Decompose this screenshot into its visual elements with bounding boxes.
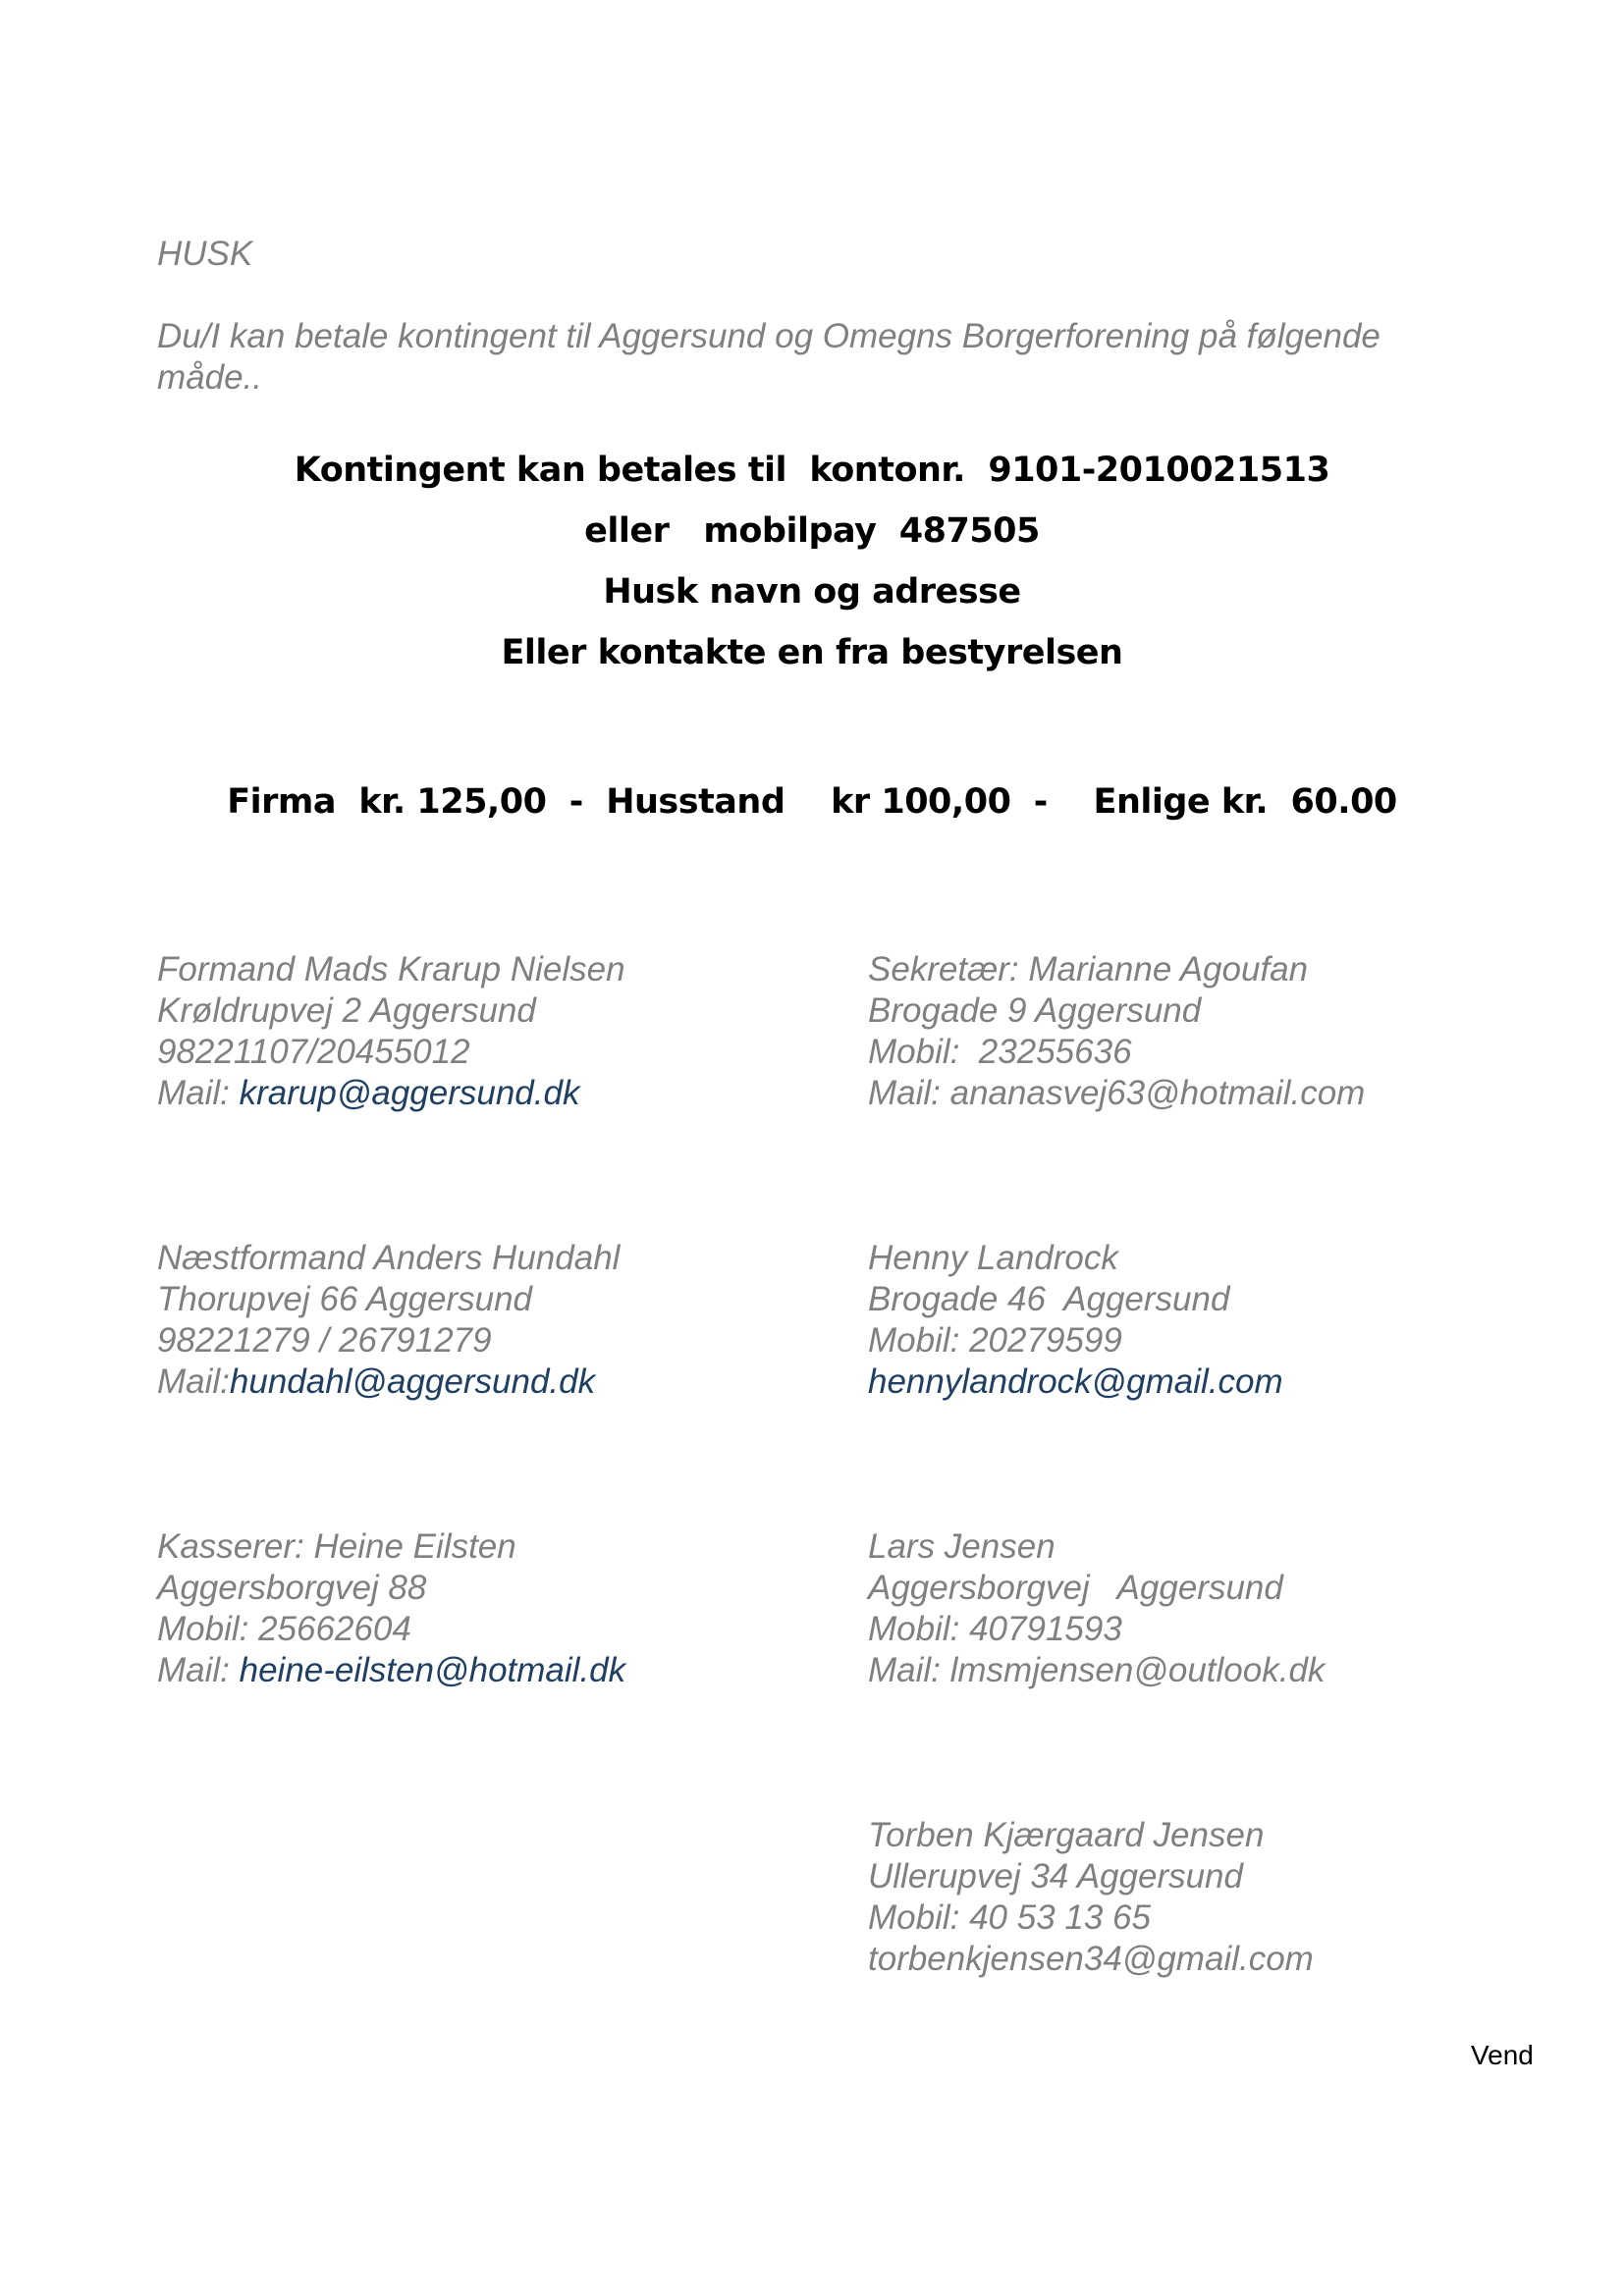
payment-line-contact: Eller kontakte en fra bestyrelsen xyxy=(501,633,1123,672)
contact-title: Henny Landrock xyxy=(868,1239,1118,1277)
contact-address: Brogade 9 Aggersund xyxy=(868,991,1202,1030)
contact-mail-text: torbenkjensen34@gmail.com xyxy=(868,1940,1314,1978)
contact-sekretaer xyxy=(868,949,1575,1114)
contacts-left-column xyxy=(157,949,844,1815)
contact-kasserer xyxy=(157,1526,844,1691)
turn-page-note: Vend xyxy=(1471,2040,1534,2070)
mail-prefix: Mail: xyxy=(157,1651,240,1689)
contact-address: Ullerupvej 34 Aggersund xyxy=(868,1857,1243,1896)
email-link[interactable]: krarup@aggersund.dk xyxy=(239,1074,580,1112)
contact-formand xyxy=(157,949,844,1114)
contact-address: Aggersborgvej Aggersund xyxy=(868,1569,1283,1607)
contact-torben-jensen xyxy=(868,1815,1575,1980)
email-link[interactable]: heine-eilsten@hotmail.dk xyxy=(239,1651,626,1689)
contact-phone: 98221279 / 26791279 xyxy=(157,1321,492,1360)
contact-phone: Mobil: 25662604 xyxy=(157,1610,411,1648)
contact-mail-text: Mail: ananasvej63@hotmail.com xyxy=(868,1074,1366,1112)
contact-address: Aggersborgvej 88 xyxy=(157,1569,427,1607)
payment-line-mobilpay: eller mobilpay 487505 xyxy=(584,511,1040,551)
contact-mail-text: Mail: lmsmjensen@outlook.dk xyxy=(868,1651,1326,1689)
price-line: Firma kr. 125,00 - Husstand kr 100,00 - Enlige kr. 60.00 xyxy=(227,782,1397,822)
contact-address: Brogade 46 Aggersund xyxy=(868,1280,1230,1318)
contact-mail-row xyxy=(157,1650,844,1691)
contact-henny-landrock xyxy=(868,1238,1575,1403)
contact-naestformand xyxy=(157,1238,844,1403)
contact-phone: Mobil: 20279599 xyxy=(868,1321,1122,1360)
email-link[interactable]: hundahl@aggersund.dk xyxy=(229,1362,596,1401)
payment-line-reminder: Husk navn og adresse xyxy=(603,572,1021,612)
contact-title: Torben Kjærgaard Jensen xyxy=(868,1816,1265,1854)
contact-mail-row xyxy=(157,1073,844,1114)
payment-info-block xyxy=(0,440,1624,683)
contact-title: Sekretær: Marianne Agoufan xyxy=(868,950,1309,988)
page-heading: HUSK xyxy=(157,235,253,273)
price-list xyxy=(0,772,1624,832)
contact-phone: Mobil: 40791593 xyxy=(868,1610,1122,1648)
contact-title: Lars Jensen xyxy=(868,1527,1056,1566)
email-link[interactable]: hennylandrock@gmail.com xyxy=(868,1362,1283,1401)
intro-paragraph: Du/I kan betale kontingent til Aggersund og Omegns Borgerforening på følgende måde.. xyxy=(157,317,1380,397)
contact-title: Kasserer: Heine Eilsten xyxy=(157,1527,516,1566)
payment-line-account: Kontingent kan betales til kontonr. 9101-2010021513 xyxy=(294,451,1330,490)
contact-lars-jensen xyxy=(868,1526,1575,1691)
contacts-right-column xyxy=(868,949,1575,2104)
contact-phone: Mobil: 40 53 13 65 xyxy=(868,1898,1151,1937)
contact-address: Krøldrupvej 2 Aggersund xyxy=(157,991,536,1030)
mail-prefix: Mail: xyxy=(157,1362,230,1401)
contact-address: Thorupvej 66 Aggersund xyxy=(157,1280,533,1318)
contact-mail-row xyxy=(157,1362,844,1403)
mail-prefix: Mail: xyxy=(157,1074,240,1112)
contact-phone: 98221107/20455012 xyxy=(157,1033,470,1071)
contact-phone: Mobil: 23255636 xyxy=(868,1033,1132,1071)
contact-title: Næstformand Anders Hundahl xyxy=(157,1239,621,1277)
contact-title: Formand Mads Krarup Nielsen xyxy=(157,950,625,988)
